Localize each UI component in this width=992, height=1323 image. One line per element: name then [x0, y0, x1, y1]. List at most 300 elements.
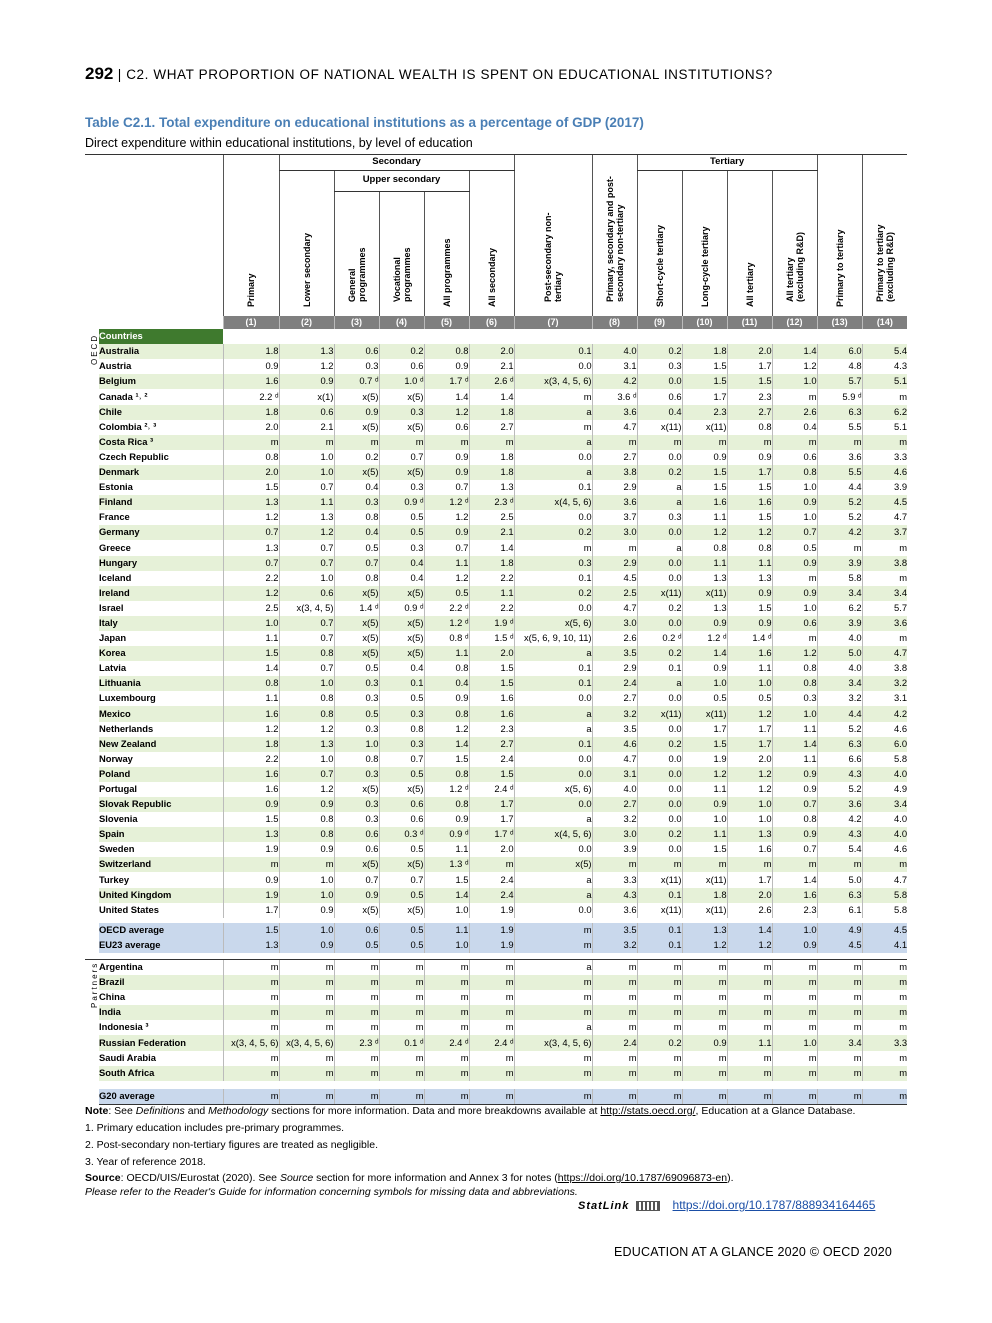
cell: 0.9: [424, 465, 469, 480]
table-row: [85, 857, 907, 872]
cell: m: [514, 975, 592, 990]
cell: 1.6: [727, 495, 772, 510]
cell: 0.5: [334, 540, 379, 555]
col-header-5: All programmes: [441, 238, 452, 308]
statlink: [578, 1198, 875, 1212]
cell: 2.2: [469, 601, 514, 616]
cell: 1.3: [279, 510, 334, 525]
cell: 0.0: [637, 525, 682, 540]
cell: 0.3: [379, 737, 424, 752]
cell: 3.6: [817, 797, 862, 812]
cell: 2.7: [469, 420, 514, 435]
cell: 0.5: [379, 888, 424, 903]
cell: 4.7: [592, 601, 637, 616]
cell: 0.5: [379, 767, 424, 782]
row-label: India: [99, 1005, 223, 1020]
row-label: Italy: [99, 616, 223, 631]
cell: 1.1: [772, 752, 817, 767]
table-row: [85, 676, 907, 691]
cell: 1.7: [727, 465, 772, 480]
cell: 2.0: [727, 888, 772, 903]
cell: 1.0: [279, 888, 334, 903]
cell: 4.2: [862, 706, 907, 721]
cell: 4.2: [592, 374, 637, 389]
cell: 4.0: [817, 661, 862, 676]
col-header-14: Primary to tertiary (excluding R&D): [874, 224, 895, 303]
cell: 2.2: [469, 571, 514, 586]
cell: m: [862, 435, 907, 450]
cell: 1.2: [772, 359, 817, 374]
table-row: [85, 767, 907, 782]
cell: 1.1: [682, 827, 727, 842]
cell: x(5): [379, 903, 424, 918]
source-doi-link[interactable]: https://doi.org/10.1787/69096873-en: [557, 1172, 728, 1184]
cell: 2.4: [469, 752, 514, 767]
table-row: [85, 344, 907, 359]
cell: m: [379, 1020, 424, 1035]
cell: 5.8: [862, 888, 907, 903]
cell: 4.6: [862, 465, 907, 480]
cell: 1.2: [772, 646, 817, 661]
cell: 2.2: [223, 752, 279, 767]
cell: 1.2 ᵈ: [424, 495, 469, 510]
cell: 1.2: [682, 767, 727, 782]
cell: 0.6: [379, 797, 424, 812]
cell: 1.5: [424, 872, 469, 887]
table-row: [85, 510, 907, 525]
col-number-10: (10): [682, 316, 727, 329]
statlink-url[interactable]: https://doi.org/10.1787/888934164465: [672, 1198, 876, 1212]
chapter-title: C2. WHAT PROPORTION OF NATIONAL WEALTH IS SPENT ON EDUCATIONAL INSTITUTIONS?: [126, 67, 773, 82]
cell: m: [637, 1066, 682, 1081]
cell: m: [279, 1089, 334, 1105]
row-label: Brazil: [99, 975, 223, 990]
cell: 4.5: [817, 938, 862, 953]
cell: 0.2 ᵈ: [637, 631, 682, 646]
cell: 4.6: [862, 722, 907, 737]
row-label: Spain: [99, 827, 223, 842]
cell: m: [592, 1089, 637, 1105]
cell: 0.3: [772, 691, 817, 706]
statlink-label: StatLink: [578, 1200, 630, 1212]
source-text-1: : OECD/UIS/Eurostat (2020). See: [120, 1172, 280, 1184]
row-label: Czech Republic: [99, 450, 169, 462]
cell: x(5): [334, 465, 379, 480]
cell: 0.0: [637, 556, 682, 571]
cell: 4.6: [862, 842, 907, 857]
cell: 5.1: [862, 420, 907, 435]
cell: 1.1: [727, 1035, 772, 1050]
cell: 1.2: [223, 722, 279, 737]
cell: 1.5: [469, 661, 514, 676]
cell: 1.4 ᵈ: [727, 631, 772, 646]
cell: m: [682, 1089, 727, 1105]
cell: m: [279, 990, 334, 1005]
cell: 1.2: [727, 767, 772, 782]
row-label: G20 average: [99, 1089, 223, 1105]
cell: 2.5: [223, 601, 279, 616]
col-header-3: General programmes: [346, 247, 367, 303]
cell: 0.8: [279, 827, 334, 842]
cell: m: [682, 435, 727, 450]
cell: 3.1: [592, 767, 637, 782]
cell: 2.3 ᵈ: [469, 495, 514, 510]
cell: 2.3: [772, 903, 817, 918]
table-row: [85, 872, 907, 887]
partners-side-label: Partners: [90, 961, 99, 1008]
cell: 3.4: [817, 586, 862, 601]
cell: 1.5: [223, 923, 279, 938]
cell: 1.1: [223, 631, 279, 646]
cell: 1.6: [223, 374, 279, 389]
cell: 1.0 ᵈ: [379, 374, 424, 389]
cell: m: [772, 975, 817, 990]
cell: m: [334, 1020, 379, 1035]
cell: m: [223, 1005, 279, 1020]
table-subtitle: Direct expenditure within educational institutions, by level of education: [85, 136, 473, 150]
cell: m: [223, 1066, 279, 1081]
cell: 2.9: [592, 661, 637, 676]
row-label: Korea: [99, 646, 223, 661]
cell: m: [592, 540, 637, 555]
cell: 0.1: [514, 676, 592, 691]
cell: m: [379, 1089, 424, 1105]
cell: x(4, 5, 6): [514, 495, 592, 510]
cell: 1.6: [727, 842, 772, 857]
cell: m: [772, 389, 817, 404]
cell: 0.9: [279, 938, 334, 953]
cell: 1.0: [772, 480, 817, 495]
table-row: [85, 1051, 907, 1066]
cell: m: [334, 975, 379, 990]
cell: 0.3: [379, 706, 424, 721]
cell: 0.3: [334, 359, 379, 374]
cell: m: [862, 990, 907, 1005]
cell: m: [379, 990, 424, 1005]
cell: 2.4 ᵈ: [469, 1035, 514, 1050]
cell: 0.8: [772, 661, 817, 676]
cell: m: [469, 1051, 514, 1066]
cell: m: [817, 975, 862, 990]
row-label: Portugal: [99, 783, 138, 794]
cell: m: [279, 1020, 334, 1035]
cell: 0.9: [772, 827, 817, 842]
cell: 5.8: [862, 752, 907, 767]
row-label: OECD average: [99, 923, 223, 938]
col-number-3: (3): [334, 316, 379, 329]
cell: m: [592, 857, 637, 872]
row-label: Belgium: [99, 374, 223, 389]
table-row: [85, 706, 907, 721]
cell: m: [637, 1051, 682, 1066]
cell: 1.6: [772, 888, 817, 903]
col-number-9: (9): [637, 316, 682, 329]
cell: 1.8: [682, 344, 727, 359]
cell: m: [862, 959, 907, 975]
cell: 0.8 ᵈ: [424, 631, 469, 646]
cell: 3.7: [862, 525, 907, 540]
cell: 0.2: [514, 586, 592, 601]
cell: 0.6: [424, 420, 469, 435]
cell: 0.5: [379, 923, 424, 938]
cell: 2.0: [469, 344, 514, 359]
cell: m: [592, 1020, 637, 1035]
cell: 1.3: [279, 344, 334, 359]
cell: 3.5: [592, 646, 637, 661]
cell: x(5): [334, 586, 379, 601]
cell: 3.3: [862, 450, 907, 465]
cell: 0.0: [637, 571, 682, 586]
cell: 3.0: [592, 525, 637, 540]
table-row: [85, 923, 907, 938]
cell: 5.0: [817, 646, 862, 661]
row-label: New Zealand: [99, 737, 223, 752]
row-label: Austria: [99, 360, 132, 372]
cell: 0.2: [637, 465, 682, 480]
cell: m: [817, 857, 862, 872]
row-label: Latvia: [99, 662, 127, 674]
cell: m: [772, 1066, 817, 1081]
cell: 1.4: [772, 872, 817, 887]
cell: 3.6: [592, 405, 637, 420]
cell: 3.9: [817, 616, 862, 631]
cell: 3.4: [817, 1035, 862, 1050]
cell: 1.2: [223, 510, 279, 525]
cell: 0.0: [514, 691, 592, 706]
cell: 0.4: [379, 556, 424, 571]
cell: 1.5: [469, 676, 514, 691]
cell: 0.9: [682, 450, 727, 465]
cell: 0.9: [334, 405, 379, 420]
cell: 0.4: [334, 525, 379, 540]
cell: 0.9: [772, 782, 817, 797]
cell: 2.2: [223, 571, 279, 586]
note-text-3: , Education at a Glance Database.: [695, 1105, 856, 1117]
cell: 1.0: [772, 601, 817, 616]
cell: 2.6: [772, 405, 817, 420]
col-header-9: Short-cycle tertiary: [654, 225, 665, 308]
cell: 6.3: [817, 888, 862, 903]
cell: 0.9: [424, 525, 469, 540]
cell: m: [223, 975, 279, 990]
col-header-2: Lower secondary: [301, 233, 312, 308]
cell: 2.3 ᵈ: [334, 1035, 379, 1050]
col-number-8: (8): [592, 316, 637, 329]
cell: m: [817, 959, 862, 975]
table-title: Table C2.1. Total expenditure on educational institutions as a percentage of GDP (2017): [85, 115, 644, 130]
table-row: [85, 903, 907, 918]
cell: m: [424, 990, 469, 1005]
cell: 4.4: [817, 706, 862, 721]
cell: 2.0: [727, 344, 772, 359]
row-label: Netherlands: [99, 722, 154, 734]
cell: 1.0: [727, 797, 772, 812]
row-label: Russian Federation: [99, 1035, 223, 1050]
cell: 0.5: [379, 691, 424, 706]
cell: m: [727, 990, 772, 1005]
cell: 1.0: [279, 872, 334, 887]
cell: m: [682, 990, 727, 1005]
cell: m: [817, 435, 862, 450]
cell: 1.1: [727, 661, 772, 676]
cell: 0.6: [279, 586, 334, 601]
row-label: Ireland: [99, 586, 223, 601]
cell: 3.6: [592, 495, 637, 510]
cell: 1.2: [424, 722, 469, 737]
cell: 1.9: [469, 938, 514, 953]
cell: x(5): [379, 465, 424, 480]
cell: 0.0: [637, 616, 682, 631]
cell: m: [727, 1005, 772, 1020]
col-header-13: Primary to tertiary: [834, 229, 845, 308]
cell: 2.5: [592, 586, 637, 601]
cell: 1.2: [727, 938, 772, 953]
row-label: EU23 average: [99, 938, 223, 953]
cell: 1.5: [727, 480, 772, 495]
cell: 0.3: [379, 540, 424, 555]
cell: 0.8: [424, 344, 469, 359]
col-number-2: (2): [279, 316, 334, 329]
cell: m: [817, 1066, 862, 1081]
cell: 1.3: [223, 938, 279, 953]
cell: 4.8: [817, 359, 862, 374]
cell: 1.4: [469, 540, 514, 555]
note-line: [85, 1103, 915, 1120]
cell: 2.2 ᵈ: [424, 601, 469, 616]
cell: x(5): [379, 420, 424, 435]
cell: 2.1: [469, 359, 514, 374]
table-row: [85, 374, 907, 389]
row-label: Japan: [99, 632, 127, 644]
cell: 1.8: [469, 556, 514, 571]
cell: 3.9: [817, 556, 862, 571]
cell: m: [862, 1089, 907, 1105]
cell: 0.7: [379, 872, 424, 887]
cell: m: [514, 923, 592, 938]
cell: m: [379, 1005, 424, 1020]
cell: 2.5: [469, 510, 514, 525]
cell: 0.3: [334, 495, 379, 510]
cell: 3.8: [862, 661, 907, 676]
row-label: Sweden: [99, 843, 135, 855]
cell: m: [727, 975, 772, 990]
cell: 3.9: [862, 480, 907, 495]
cell: 2.6: [727, 903, 772, 918]
cell: 1.7: [727, 359, 772, 374]
cell: 0.3 ᵈ: [379, 827, 424, 842]
cell: 1.0: [279, 752, 334, 767]
cell: 0.9: [772, 938, 817, 953]
cell: m: [682, 1020, 727, 1035]
source-text-3: ).: [727, 1172, 734, 1184]
cell: m: [772, 959, 817, 975]
page-footer: EDUCATION AT A GLANCE 2020 © OECD 2020: [614, 1245, 893, 1259]
cell: 1.8: [469, 450, 514, 465]
group-tertiary: Tertiary: [637, 155, 817, 171]
cell: 0.9: [424, 450, 469, 465]
cell: 1.4: [424, 888, 469, 903]
stats-link[interactable]: http://stats.oecd.org/: [600, 1105, 696, 1117]
cell: 3.6 ᵈ: [592, 389, 637, 404]
cell: m: [592, 959, 637, 975]
table-row: [85, 722, 907, 737]
cell: 0.9: [727, 450, 772, 465]
cell: 3.9: [592, 842, 637, 857]
cell: 1.8: [469, 465, 514, 480]
cell: 3.1: [592, 359, 637, 374]
cell: 0.8: [279, 706, 334, 721]
cell: x(11): [637, 586, 682, 601]
row-label: United States: [99, 903, 159, 915]
cell: m: [727, 1066, 772, 1081]
cell: m: [334, 959, 379, 975]
cell: 0.8: [772, 812, 817, 827]
cell: 1.0: [279, 450, 334, 465]
cell: x(11): [682, 872, 727, 887]
cell: x(5): [334, 420, 379, 435]
cell: 4.3: [862, 359, 907, 374]
cell: x(5): [379, 389, 424, 404]
cell: 0.3: [379, 405, 424, 420]
cell: x(5): [334, 646, 379, 661]
cell: 5.7: [862, 601, 907, 616]
note-methodology: Methodology: [208, 1105, 269, 1117]
cell: 1.5: [682, 842, 727, 857]
cell: 1.6: [682, 495, 727, 510]
table-row: [85, 661, 907, 676]
cell: m: [514, 420, 592, 435]
cell: 0.0: [514, 510, 592, 525]
cell: 0.9 ᵈ: [379, 601, 424, 616]
cell: x(5): [379, 616, 424, 631]
cell: m: [772, 1020, 817, 1035]
table-row: [85, 938, 907, 953]
cell: m: [727, 1020, 772, 1035]
cell: m: [862, 857, 907, 872]
cell: x(5): [334, 857, 379, 872]
cell: 1.0: [727, 812, 772, 827]
source-text-2: section for more information and Annex 3 for notes (: [313, 1172, 558, 1184]
cell: a: [637, 540, 682, 555]
cell: m: [424, 1051, 469, 1066]
cell: x(11): [637, 903, 682, 918]
cell: m: [817, 990, 862, 1005]
cell: x(5): [379, 586, 424, 601]
cell: 3.4: [817, 676, 862, 691]
cell: 2.4: [469, 888, 514, 903]
cell: 4.7: [592, 420, 637, 435]
table-row: [85, 990, 907, 1005]
cell: 0.0: [637, 812, 682, 827]
cell: 1.7: [469, 812, 514, 827]
table-row: [85, 959, 907, 975]
cell: m: [862, 631, 907, 646]
cell: 4.6: [592, 737, 637, 752]
cell: 4.5: [862, 923, 907, 938]
col-number-4: (4): [379, 316, 424, 329]
cell: 0.9: [682, 797, 727, 812]
cell: m: [637, 1020, 682, 1035]
cell: 0.4: [379, 571, 424, 586]
cell: 0.5: [379, 510, 424, 525]
col-header-4: Vocational programmes: [391, 247, 412, 303]
cell: 1.4: [727, 923, 772, 938]
expenditure-table: [85, 154, 907, 1105]
cell: 2.0: [223, 465, 279, 480]
cell: 4.7: [592, 752, 637, 767]
cell: 0.3: [514, 556, 592, 571]
cell: 2.0: [223, 420, 279, 435]
